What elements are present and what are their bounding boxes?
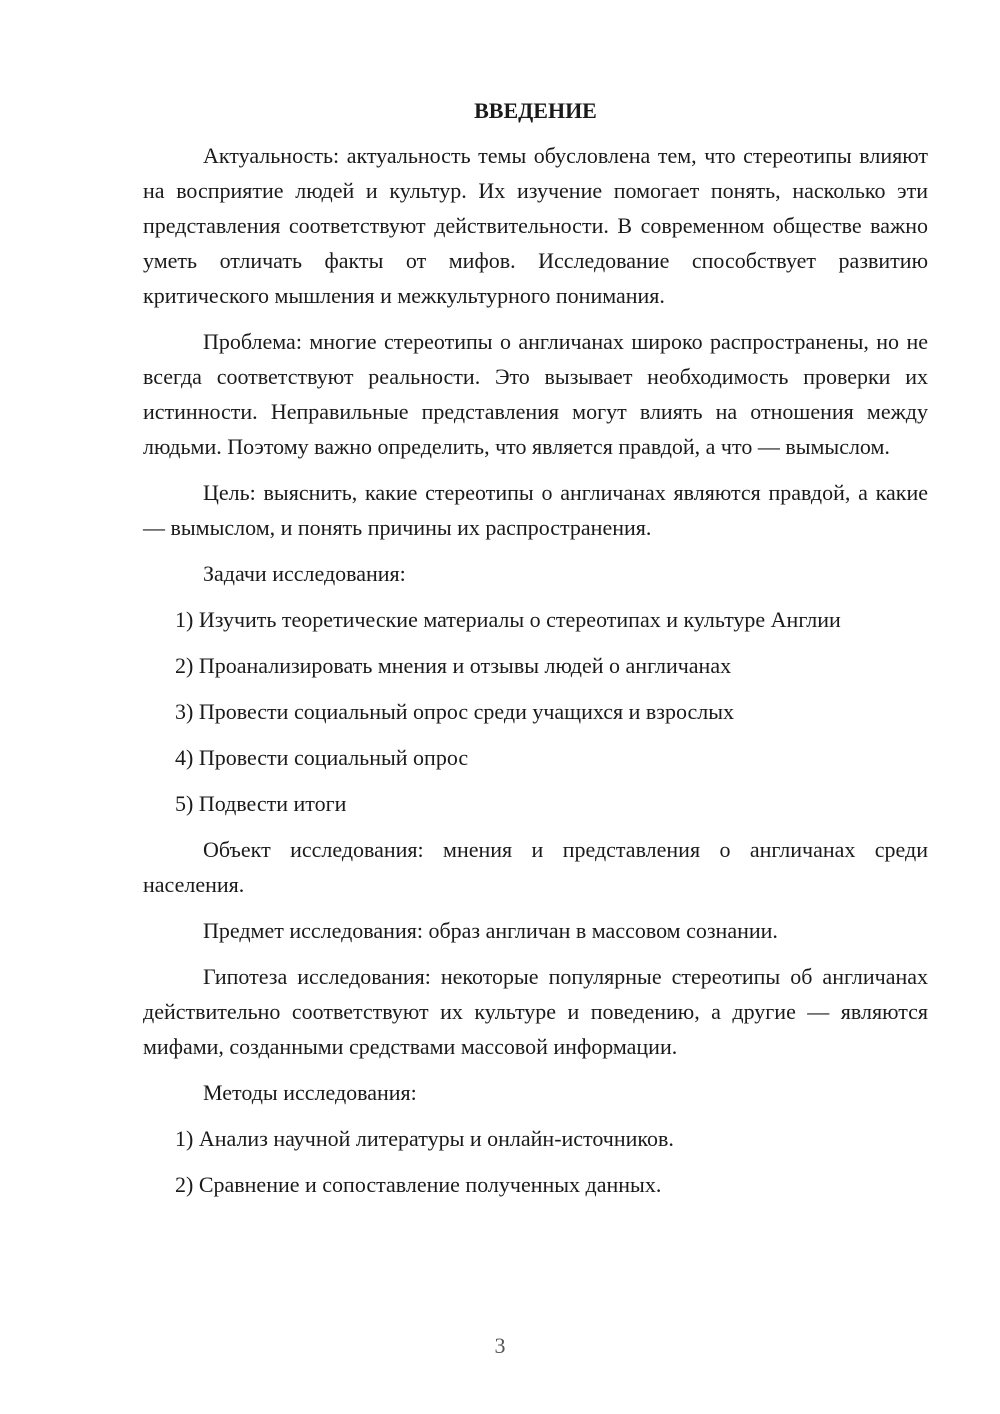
- hypothesis-paragraph: Гипотеза исследования: некоторые популярные стереотипы об англичанах действительно соответствуют их культуре и поведению, а другие — являются мифами, созданными средствами массовой информации.: [143, 964, 928, 1059]
- list-item: 1) Изучить теоретические материалы о стереотипах и культуре Англии: [175, 607, 841, 632]
- document-page: [143, 96, 928, 1213]
- list-item: 5) Подвести итоги: [175, 791, 347, 816]
- methods-label: Методы исследования:: [203, 1080, 417, 1105]
- list-item: 3) Провести социальный опрос среди учащихся и взрослых: [175, 699, 735, 724]
- tasks-list: [143, 602, 928, 821]
- goal-paragraph: Цель: выяснить, какие стереотипы о англичанах являются правдой, а какие — вымыслом, и понять причины их распространения.: [143, 480, 928, 540]
- page-number: 3: [494, 1333, 506, 1358]
- section-title: ВВЕДЕНИЕ: [474, 98, 597, 123]
- object-paragraph: Объект исследования: мнения и представления о англичанах среди населения.: [143, 837, 928, 897]
- methods-list: [143, 1121, 928, 1202]
- subject-paragraph: Предмет исследования: образ англичан в массовом сознании.: [203, 918, 778, 943]
- list-item: 4) Провести социальный опрос: [175, 745, 469, 770]
- problem-paragraph: Проблема: многие стереотипы о англичанах широко распространены, но не всегда соответствуют реальности. Это вызывает необходимость проверки их истинности. Неправильные представления могут влиять на отношения между людьми. Поэтому важно определить, что является правдой, а что — вымыслом.: [143, 329, 928, 459]
- list-item: 2) Проанализировать мнения и отзывы людей о англичанах: [175, 653, 732, 678]
- list-item: 2) Сравнение и сопоставление полученных данных.: [175, 1172, 662, 1197]
- relevance-paragraph: Актуальность: актуальность темы обусловлена тем, что стереотипы влияют на восприятие людей и культур. Их изучение помогает понять, насколько эти представления соответствуют действительности. В современном обществе важно уметь отличать факты от мифов. Исследование способствует развитию критического мышления и межкультурного понимания.: [143, 143, 928, 308]
- list-item: 1) Анализ научной литературы и онлайн-источников.: [175, 1126, 674, 1151]
- tasks-label: Задачи исследования:: [203, 561, 406, 586]
